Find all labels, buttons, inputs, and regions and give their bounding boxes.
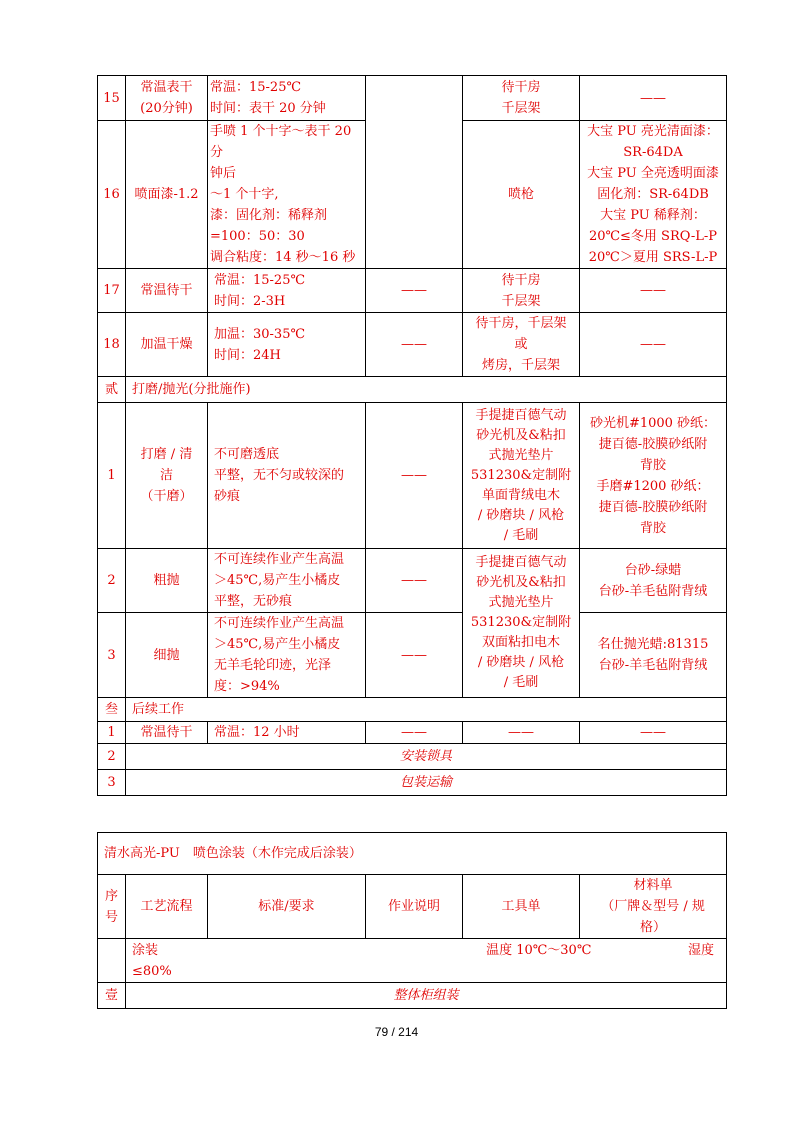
process-step: 常温表干 (20分钟) <box>126 76 208 121</box>
standard-requirement: 常温：15-25℃ 时间：表干 20 分钟 <box>208 76 366 121</box>
row-number: 2 <box>98 549 126 613</box>
process-step: 加温干燥 <box>126 313 208 377</box>
condition-row <box>98 939 727 983</box>
table-row <box>98 549 727 613</box>
page-number: 79 / 214 <box>374 1025 419 1039</box>
table-row <box>98 403 727 549</box>
humidity-label: 湿度 <box>688 943 715 958</box>
operation-note <box>366 76 463 269</box>
tool-list: 手提捷百德气动 砂光机及&粘扣 式抛光垫片 531230&定制附 单面背绒电木 / 砂磨块 / 风枪 / 毛刷 <box>463 403 580 549</box>
header-process: 工艺流程 <box>126 875 208 939</box>
row-number: 3 <box>98 770 126 796</box>
operation-note: —— <box>366 313 463 377</box>
row-number: 18 <box>98 313 126 377</box>
table-row <box>98 722 727 744</box>
header-tools: 工具单 <box>463 875 580 939</box>
header-no: 序 号 <box>98 875 126 939</box>
header-standard: 标准/要求 <box>208 875 366 939</box>
table-row <box>98 744 727 770</box>
coating-conditions <box>126 939 727 983</box>
material-list: —— <box>580 722 727 744</box>
material-list: —— <box>580 76 727 121</box>
process-step: 打磨 / 清 洁 （干磨） <box>126 403 208 549</box>
header-operation: 作业说明 <box>366 875 463 939</box>
merged-step-text: 安装锁具 <box>126 744 727 770</box>
standard-requirement: 加温：30-35℃ 时间：24H <box>208 313 366 377</box>
process-table-new <box>97 832 727 1009</box>
operation-note: —— <box>366 549 463 613</box>
row-number: 17 <box>98 269 126 313</box>
empty-cell <box>98 939 126 983</box>
material-list: 砂光机#1000 砂纸： 捷百德-胶膜砂纸附 背胶 手磨#1200 砂纸： 捷百德-胶膜砂纸附 背胶 <box>580 403 727 549</box>
section-number: 叁 <box>98 698 126 722</box>
merged-step-text: 包装运输 <box>126 770 727 796</box>
row-number: 15 <box>98 76 126 121</box>
row-number: 16 <box>98 121 126 269</box>
humidity-value: ≤80% <box>132 964 172 979</box>
operation-note: —— <box>366 613 463 698</box>
section-number: 壹 <box>98 983 126 1009</box>
tool-list: —— <box>463 722 580 744</box>
table-row <box>98 313 727 377</box>
coating-label: 涂装 <box>132 943 159 958</box>
process-step: 细抛 <box>126 613 208 698</box>
tool-list: 待干房，千层架 或 烤房，千层架 <box>463 313 580 377</box>
tool-list: 手提捷百德气动 砂光机及&粘扣 式抛光垫片 531230&定制附 双面粘扣电木 / 砂磨块 / 风枪 / 毛刷 <box>463 549 580 698</box>
process-table-continued <box>97 75 727 796</box>
section-title: 打磨/抛光(分批施作) <box>126 377 727 403</box>
section-title: 后续工作 <box>126 698 727 722</box>
section-header-row <box>98 983 727 1009</box>
tool-list: 待干房 千层架 <box>463 76 580 121</box>
table-header-row <box>98 875 727 939</box>
operation-note: —— <box>366 403 463 549</box>
section-header-row <box>98 698 727 722</box>
table-row <box>98 269 727 313</box>
row-number: 1 <box>98 722 126 744</box>
material-list: 名仕抛光蜡:81315 台砂-羊毛毡附背绒 <box>580 613 727 698</box>
standard-requirement: 不可连续作业产生高温 ＞45℃,易产生小橘皮 平整，无砂痕 <box>208 549 366 613</box>
process-step: 常温待干 <box>126 722 208 744</box>
table-title: 清水高光-PU 喷色涂装（木作完成后涂装） <box>98 833 727 875</box>
tool-list: 喷枪 <box>463 121 580 269</box>
header-materials: 材料单 （厂牌＆型号 / 规 格） <box>580 875 727 939</box>
process-step: 粗抛 <box>126 549 208 613</box>
table-row <box>98 770 727 796</box>
operation-note: —— <box>366 269 463 313</box>
material-list: —— <box>580 269 727 313</box>
tool-list: 待干房 千层架 <box>463 269 580 313</box>
standard-requirement: 常温：12 小时 <box>208 722 366 744</box>
table-row <box>98 613 727 698</box>
standard-requirement: 手喷 1 个十字～表干 20 分 钟后 ～1 个十字, 漆：固化剂：稀释剂 =100：50：30 调合粘度：14 秒～16 秒 <box>208 121 366 269</box>
row-number: 1 <box>98 403 126 549</box>
table-row <box>98 76 727 121</box>
row-number: 3 <box>98 613 126 698</box>
temperature-range: 温度 10℃～30℃ <box>486 943 592 958</box>
standard-requirement: 不可连续作业产生高温 ＞45℃,易产生小橘皮 无羊毛轮印迹，光泽 度：>94% <box>208 613 366 698</box>
material-list: 大宝 PU 亮光清面漆： SR-64DA 大宝 PU 全亮透明面漆 固化剂：SR-64DB 大宝 PU 稀释剂： 20℃≤冬用 SRQ-L-P 20℃＞夏用 SRS-L-P <box>580 121 727 269</box>
section-title: 整体柜组装 <box>126 983 727 1009</box>
standard-requirement: 不可磨透底 平整，无不匀或较深的 砂痕 <box>208 403 366 549</box>
material-list: —— <box>580 313 727 377</box>
row-number: 2 <box>98 744 126 770</box>
standard-requirement: 常温：15-25℃ 时间：2-3H <box>208 269 366 313</box>
material-list: 台砂-绿蜡 台砂-羊毛毡附背绒 <box>580 549 727 613</box>
process-step: 喷面漆-1.2 <box>126 121 208 269</box>
process-step: 常温待干 <box>126 269 208 313</box>
operation-note: —— <box>366 722 463 744</box>
section-header-row <box>98 377 727 403</box>
table-title-row <box>98 833 727 875</box>
section-number: 贰 <box>98 377 126 403</box>
